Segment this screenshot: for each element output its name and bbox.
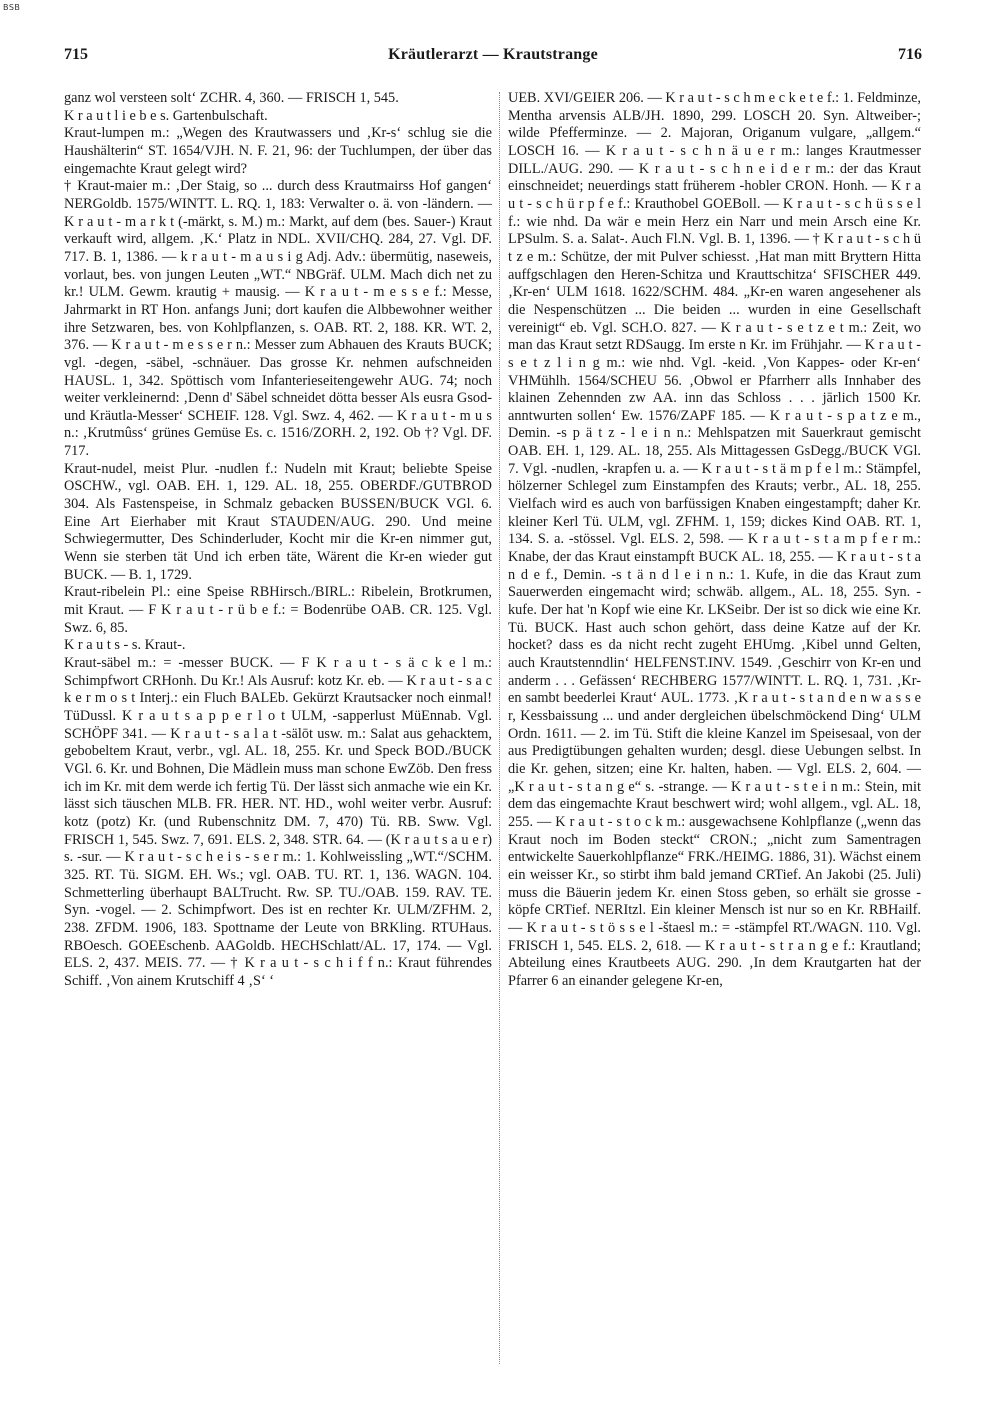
library-stamp: BSB	[3, 3, 21, 12]
entry-paragraph: K r a u t l i e b e s. Gartenbulschaft.	[64, 107, 268, 124]
entry-paragraph: K r a u t s - s. Kraut-.	[64, 637, 186, 654]
column-divider	[499, 92, 500, 1364]
right-column	[508, 90, 921, 1368]
running-title: Kräutlerarzt — Krautstrange	[388, 46, 598, 63]
entry-paragraph: ganz wol versteen solt‘ ZCHR. 4, 360. — FRISCH 1, 545.	[64, 90, 399, 106]
entry-paragraph: † Kraut-maier m.: ‚Der Staig, so ... durch dess Krautmairss Hof gangen‘ NERGoldb. 1575/WINTT. L. RQ. 1, 183: Verwalter o. ä. von -ländern. — K r a u t - m a r k t (-märkt, s. M.) m.: Markt, auf dem (bes. Sauer-) Kraut verkauft wird, allgem. ‚K.‘ Platz in NDL. XVII/CHQ. 284, 27. Vgl. DF. 717. B. 1, 1386. — k r a u t - m a u s i g Adj. Adv.: übermütig, naseweis, vorlaut, bes. von jungen Leuten „WT.“ NBGräf. ULM. Mach dich net zu kr.! ULM. Gewm. krautig + mausig. — K r a u t - m e s s e f.: Messe, Jahrmarkt in RT Hon. anfangs Juni; dort kaufen die Albbewohner weither ihre Setzwaren, bes. von Kohlpflanzen, s. OAB. RT. 2, 188. KR. WT. 2, 376. — K r a u t - m e s s e r n.: Messer zum Abhauen des Krauts BUCK; vgl. -degen, -säbel, -schnäuer. Das grosse Kr. nehmen aufschneiden HAUSL. 1, 342. Spöttisch vom Infanterieseitengewehr AUG. 74; noch weiter verkleinernd: ‚Denn d' Säbel schneidet dötta besser Als eusra Gsod- und Kräutla-Messer‘ SCHEIF. 128. Vgl. Swz. 4, 462. — K r a u t - m u s n.: ‚Krutmûss‘ grünes Gemüse Es. c. 1516/ZORH. 2, 192. Ob †? Vgl. DF. 717.	[64, 178, 492, 460]
entry-paragraph: Kraut-ribelein Pl.: eine Speise RBHirsch./BIRL.: Ribelein, Brotkrumen, mit Kraut. — F K r a u t - r ü b e f.: = Bodenrübe OAB. CR. 125. Vgl. Swz. 6, 85.	[64, 584, 492, 636]
page-header	[64, 46, 922, 72]
entry-paragraph: Kraut-lumpen m.: „Wegen des Krautwassers und ‚Kr-s‘ schlug sie die Haushälterin“ ST. 1654/VJH. N. F. 21, 96: der Tuchlumpen, der über das eingemachte Kraut gelegt wird?	[64, 125, 492, 177]
entry-paragraph: Kraut-säbel m.: = -messer BUCK. — F K r a u t - s ä c k e l m.: Schimpfwort CRHonh. Du Kr.! Als Ausruf: kotz Kr. eb. — K r a u t - s a c k e r m o s t Interj.: ein Fluch BALEb. Gekürzt Krautsacker noch einmal! TüDussl. K r a u t s a p p e r l o t ULM, -sapperlust MüEnnab. Vgl. SCHÖPF 341. — K r a u t - s a l a t -sälōt usw. m.: Salat aus gehacktem, gebobeltem Kraut, verbr., vgl. AL. 18, 255. Kr. und Speck BOD./BUCK VGl. 6. Kr. und Bohnen, Die Mädlein muss man schone EwZöb. Den fress ich im Kr. mit dem werde ich fertig Tü. Der lässt sich anmache wie ein Kr. lässt sich täuschen MLB. FR. HER. NT. HD., wohl weiter verbr. Ausruf: kotz (potz) Kr. (und Rubenschnitz DM. 7, 470) Tü. RB. Sww. Vgl. FRISCH 1, 545. Swz. 7, 691. ELS. 2, 348. STR. 64. — (K r a u t s a u e r) s. -sur. — K r a u t - s c h e i s - s e r m.: 1. Kohlweissling „WT.“/SCHM. 325. RT. Tü. SIGM. EH. Ws.; vgl. OAB. TU. RT. 1, 136. WAGN. 104. Schmetterling überhaupt BALTrucht. Rw. SP. TU./OAB. 159. RAV. TE. Syn. -vogel. — 2. Schimpfwort. Des ist en rechter Kr. ULM/ZFHM. 2, 238. ZFDM. 1906, 183. Spottname der Leute von BRKling. RTUHaus. RBOesch. GOEEschenb. AAGoldb. HECHSchlatt/AL. 17, 174. — Vgl. ELS. 2, 437. MEIS. 77. — † K r a u t - s c h i f f n.: Kraut führendes Schiff. ‚Von ainem Krutschiff 4 ‚S‘ ‘	[64, 655, 492, 989]
entry-paragraph: Kraut-nudel, meist Plur. -nudlen f.: Nudeln mit Kraut; beliebte Speise OSCHW., vgl. OAB. EH. 1, 129. AL. 18, 255. OBERDF./GUTBROD 304. Als Fastenspeise, in Schmalz gebacken BUSSEN/BUCK VGl. 6. Eine Art Eierhaber mit Kraut STAUDEN/AUG. 290. Und meine Schwiegermutter, Des Schinderluder, Kocht mir die Kr-en nimmer gut, Wenn sie sterben tät Und ich erben täte, Wärent die Kr-en wieder gut BUCK. — B. 1, 1729.	[64, 460, 492, 583]
left-column	[64, 90, 492, 1368]
entry-paragraph: UEB. XVI/GEIER 206. — K r a u t - s c h m e c k e t e f.: 1. Feldminze, Mentha arvensis ALB/JH. 1890, 299. LOSCH 20. Syn. Altweiber-; wilde Pfefferminze. — 2. Majoran, Origanum vulgare, „allgem.“ LOSCH 16. — K r a u t - s c h n ä u e r m.: langes Krautmesser DILL./AUG. 290. — K r a u t - s c h n e i d e r m.: der das Kraut einschneidet; neuerdings statt früherem -hobler CRON. Honh. — K r a u t - s c h ü r p f e f.: Krauthobel GOEBoll. — K r a u t - s c h ü s s e l f.: wie nhd. Da wär e mein Herz ein Narr und mein Arsch eine Kr. LPSulm. S. a. Salat-. Auch Fl.N. Vgl. B. 1, 1396. — † K r a u t - s c h ü t z e m.: Schütze, der mit Pulver schiesst. ‚Hat man mitt Bryttern Hitta auffgschlagen den Heren-Schitza und Krauttschitza‘ SFISCHER 449. ‚Kr-en‘ ULM 1618. 1622/SCHM. 484. „Kr-en waren angesehener als die Nespenschützen ... Die beiden ... wurden in eine Gesellschaft vereinigt“ eb. Vgl. SCH.O. 827. — K r a u t - s e t z e t m.: Zeit, wo man das Kraut setzt RDSaugg. Im erste n Kr. im Frühjahr. — K r a u t - s e t z l i n g m.: wie nhd. Vgl. -keid. ‚Von Kappes- oder Kr-en‘ VHMühlh. 1564/SCHEU 56. ‚Obwol er Pfarrherr alls Innhaber des klainen Zehennden zw AA. inn das Schloss . . . jārlich 1500 Kr. anntwurten sollen‘ Ew. 1576/ZAPF 185. — K r a u t - s p a t z e m., Demin. -s p ä t z - l e i n n.: Mehlspatzen mit Sauerkraut gemischt OAB. EH. 1, 129. AL. 18, 255. Als Mittagessen GsDegg./BUCK VGl. 7. Vgl. -nudlen, -krapfen u. a. — K r a u t - s t ä m p f e l m.: Stämpfel, hölzerner Schlegel zum Einstampfen des Krauts; verbr., AL. 18, 255. Vielfach wird es auch von barfüssigen Knaben eingestampft; daher Kr. kleiner Kerl Tü. ULM, vgl. ZFHM. 1, 159; dickes Kind OAB. RT. 1, 134. S. a. -stössel. Vgl. ELS. 2, 598. — K r a u t - s t a m p f e r m.: Knabe, der das Kraut einstampft BUCK AL. 18, 255. — K r a u t - s t a n d e f., Demin. -s t ä n d l e i n n.: 1. Kufe, in die das Kraut zum Sauerwerden eingemacht wird; schwäb. allgem., AL. 18, 255. Syn. -kufe. Der hat 'n Kopf wie eine Kr. LKSeibr. Der ist so dick wie eine Kr. Tü. BUCK. Hast auch schon gehört, dass deine Katze auf der Kr. hocket? dass es da nicht recht zugeht EHUmg. ‚Kibel unnd Gelten, auch Krautstenndlin‘ HELFENST.INV. 1549. ‚Geschirr von Kr-en und anderm . . . Gefässen‘ RECHBERG 1577/WINTT. L. RQ. 1, 731. ‚Kr-en sambt beederlei Kraut‘ AUL. 1773. ‚K r a u t - s t a n d e n w a s s e r, Kessbaissung ... und ander dergleichen übelschmöckend Ding‘ ULM Ordn. 1611. — 2. im Tü. Stift die kleine Kanzel im Speisesaal, von der aus Predigtübungen gehalten wurden; desgl. diese Uebungen selbst. In die Kr. gehen, sitzen; eine Kr. halten, haben. — Vgl. ELS. 2, 604. — „K r a u t - s t a n g e“ s. -strange. — K r a u t - s t e i n m.: Stein, mit dem das eingemachte Kraut beschwert wird; wohl allgem., vgl. AL. 18, 255. — K r a u t - s t o c k m.: ausgewachsene Kohlpflanze („wenn das Kraut noch im Boden steckt“ CRON.; „nicht zum Samentragen entwickelte Sauerkohlpflanze“ FRK./HEIMG. 1886, 31). Wächst einem ein weisser Kr., so stirbt ihm bald jemand CRTief. An Jakobi (25. Juli) muss die Bäuerin jedem Kr. einen Stoss geben, so erhält sie grosse -köpfe CRTief. NERItzl. Ein kleiner Mensch ist nur so en Kr. RBHailf. — K r a u t - s t ö s s e l -štaesl m.: = -stämpfel RT./WAGN. 110. Vgl. FRISCH 1, 545. ELS. 2, 618. — K r a u t - s t r a n g e f.: Krautland; Abteilung eines Krautbeets AUG. 290. ‚In dem Krautgarten hat der Pfarrer 6 an einander gelegene Kr-en,	[508, 90, 921, 989]
page-number-left: 715	[64, 46, 88, 63]
page-number-right: 716	[898, 46, 922, 63]
